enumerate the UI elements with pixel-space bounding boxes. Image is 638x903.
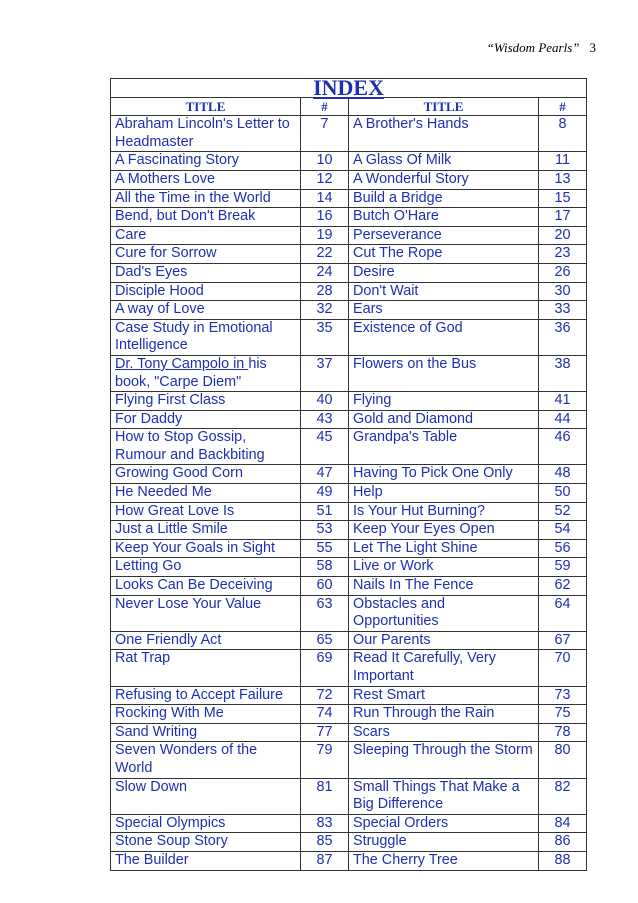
entry-page-left: 22 xyxy=(301,245,349,264)
entry-title-right: Help xyxy=(349,484,539,503)
index-heading-row xyxy=(111,79,587,98)
entry-title-left: A Fascinating Story xyxy=(111,152,301,171)
table-row xyxy=(111,116,587,152)
entry-page-right: 82 xyxy=(539,778,587,814)
table-row xyxy=(111,833,587,852)
entry-title-left: Bend, but Don't Break xyxy=(111,208,301,227)
entry-page-left: 16 xyxy=(301,208,349,227)
entry-title-right: Having To Pick One Only xyxy=(349,465,539,484)
table-row xyxy=(111,170,587,189)
table-row xyxy=(111,355,587,391)
table-row xyxy=(111,226,587,245)
entry-page-right: 54 xyxy=(539,521,587,540)
entry-title-left: For Daddy xyxy=(111,410,301,429)
col-title-right: TITLE xyxy=(349,97,539,116)
entry-title-right: Cut The Rope xyxy=(349,245,539,264)
entry-title-left-rest: his book, "Carpe Diem" xyxy=(115,355,267,390)
entry-title-right: Flowers on the Bus xyxy=(349,355,539,391)
table-row xyxy=(111,301,587,320)
entry-title-left: Slow Down xyxy=(111,778,301,814)
entry-page-left: 53 xyxy=(301,521,349,540)
entry-title-left: Disciple Hood xyxy=(111,282,301,301)
table-row xyxy=(111,705,587,724)
table-row xyxy=(111,814,587,833)
entry-page-right: 59 xyxy=(539,558,587,577)
entry-page-left: 19 xyxy=(301,226,349,245)
entry-page-left: 40 xyxy=(301,392,349,411)
entry-title-right: Grandpa's Table xyxy=(349,429,539,465)
entry-title-right: A Brother's Hands xyxy=(349,116,539,152)
entry-page-left: 32 xyxy=(301,301,349,320)
entry-page-left: 60 xyxy=(301,577,349,596)
entry-page-left: 43 xyxy=(301,410,349,429)
col-title-left: TITLE xyxy=(111,97,301,116)
table-row xyxy=(111,595,587,631)
entry-page-right: 30 xyxy=(539,282,587,301)
entry-title-left: All the Time in the World xyxy=(111,189,301,208)
book-title: “Wisdom Pearls” xyxy=(486,40,580,55)
entry-page-right: 88 xyxy=(539,851,587,870)
table-row xyxy=(111,558,587,577)
table-row xyxy=(111,245,587,264)
entry-title-left-underlined: Dr. Tony Campolo in xyxy=(115,355,249,372)
table-row xyxy=(111,282,587,301)
entry-page-right: 20 xyxy=(539,226,587,245)
entry-page-left: 81 xyxy=(301,778,349,814)
entry-title-right: A Wonderful Story xyxy=(349,170,539,189)
entry-page-left: 35 xyxy=(301,319,349,355)
entry-title-left: Growing Good Corn xyxy=(111,465,301,484)
entry-title-right: Build a Bridge xyxy=(349,189,539,208)
entry-title-left: Refusing to Accept Failure xyxy=(111,686,301,705)
table-row xyxy=(111,577,587,596)
entry-page-left: 45 xyxy=(301,429,349,465)
entry-page-right: 56 xyxy=(539,539,587,558)
entry-page-right: 64 xyxy=(539,595,587,631)
entry-page-right: 13 xyxy=(539,170,587,189)
entry-title-right: Read It Carefully, Very Important xyxy=(349,650,539,686)
entry-title-left: How Great Love Is xyxy=(111,502,301,521)
table-row xyxy=(111,410,587,429)
entry-page-left: 87 xyxy=(301,851,349,870)
table-row xyxy=(111,319,587,355)
entry-page-right: 26 xyxy=(539,263,587,282)
entry-page-right: 44 xyxy=(539,410,587,429)
entry-title-left: Sand Writing xyxy=(111,723,301,742)
entry-page-right: 67 xyxy=(539,631,587,650)
entry-title-left: Stone Soup Story xyxy=(111,833,301,852)
entry-page-left: 69 xyxy=(301,650,349,686)
entry-title-right: A Glass Of Milk xyxy=(349,152,539,171)
entry-title-right: Keep Your Eyes Open xyxy=(349,521,539,540)
entry-title-left: Dad's Eyes xyxy=(111,263,301,282)
entry-title-left: A way of Love xyxy=(111,301,301,320)
entry-page-left: 51 xyxy=(301,502,349,521)
entry-page-right: 80 xyxy=(539,742,587,778)
entry-page-right: 36 xyxy=(539,319,587,355)
table-row xyxy=(111,723,587,742)
entry-page-left: 37 xyxy=(301,355,349,391)
entry-title-right: Desire xyxy=(349,263,539,282)
entry-title-left: Seven Wonders of the World xyxy=(111,742,301,778)
entry-page-right: 33 xyxy=(539,301,587,320)
entry-page-right: 41 xyxy=(539,392,587,411)
entry-title-right: Special Orders xyxy=(349,814,539,833)
entry-title-right: Let The Light Shine xyxy=(349,539,539,558)
entry-page-right: 52 xyxy=(539,502,587,521)
entry-page-right: 75 xyxy=(539,705,587,724)
entry-title-right: Nails In The Fence xyxy=(349,577,539,596)
entry-page-left: 79 xyxy=(301,742,349,778)
entry-title-right: Existence of God xyxy=(349,319,539,355)
entry-title-right: Run Through the Rain xyxy=(349,705,539,724)
entry-title-right: Our Parents xyxy=(349,631,539,650)
entry-title-right: Rest Smart xyxy=(349,686,539,705)
entry-page-left: 14 xyxy=(301,189,349,208)
table-row xyxy=(111,778,587,814)
entry-title-right: Flying xyxy=(349,392,539,411)
entry-page-left: 28 xyxy=(301,282,349,301)
entry-title-left: He Needed Me xyxy=(111,484,301,503)
table-row xyxy=(111,465,587,484)
index-table xyxy=(110,75,587,871)
table-row xyxy=(111,502,587,521)
col-num-left: # xyxy=(301,97,349,116)
entry-page-left: 72 xyxy=(301,686,349,705)
entry-title-left: A Mothers Love xyxy=(111,170,301,189)
entry-title-left: Care xyxy=(111,226,301,245)
entry-title-left: Rocking With Me xyxy=(111,705,301,724)
entry-title-right: Ears xyxy=(349,301,539,320)
entry-page-right: 23 xyxy=(539,245,587,264)
entry-title-left: Rat Trap xyxy=(111,650,301,686)
entry-title-left: The Builder xyxy=(111,851,301,870)
entry-title-left: Special Olympics xyxy=(111,814,301,833)
entry-page-right: 11 xyxy=(539,152,587,171)
entry-page-right: 62 xyxy=(539,577,587,596)
table-row xyxy=(111,429,587,465)
entry-title-left: Never Lose Your Value xyxy=(111,595,301,631)
entry-page-right: 73 xyxy=(539,686,587,705)
entry-page-right: 8 xyxy=(539,116,587,152)
entry-title-right: Struggle xyxy=(349,833,539,852)
entry-page-right: 15 xyxy=(539,189,587,208)
entry-page-left: 12 xyxy=(301,170,349,189)
entry-page-left: 74 xyxy=(301,705,349,724)
table-row xyxy=(111,539,587,558)
entry-title-left: Cure for Sorrow xyxy=(111,245,301,264)
entry-page-left: 7 xyxy=(301,116,349,152)
entry-title-left: Abraham Lincoln's Letter to Headmaster xyxy=(111,116,301,152)
entry-page-left: 65 xyxy=(301,631,349,650)
entry-page-right: 70 xyxy=(539,650,587,686)
entry-title-right: Perseverance xyxy=(349,226,539,245)
entry-title-right: The Cherry Tree xyxy=(349,851,539,870)
entry-page-right: 78 xyxy=(539,723,587,742)
table-row xyxy=(111,189,587,208)
table-row xyxy=(111,392,587,411)
table-row xyxy=(111,263,587,282)
entry-title-left: Just a Little Smile xyxy=(111,521,301,540)
table-row xyxy=(111,686,587,705)
entry-page-left: 58 xyxy=(301,558,349,577)
page-header xyxy=(487,40,596,56)
entry-title-right: Obstacles and Opportunities xyxy=(349,595,539,631)
entry-page-left: 24 xyxy=(301,263,349,282)
table-row xyxy=(111,650,587,686)
entry-page-left: 47 xyxy=(301,465,349,484)
table-row xyxy=(111,208,587,227)
entry-title-left: Case Study in Emotional Intelligence xyxy=(111,319,301,355)
entry-title-right: Don't Wait xyxy=(349,282,539,301)
index-heading: INDEX xyxy=(111,79,587,98)
entry-title-right: Gold and Diamond xyxy=(349,410,539,429)
entry-title-left: Flying First Class xyxy=(111,392,301,411)
entry-title-left: Keep Your Goals in Sight xyxy=(111,539,301,558)
entry-page-left: 83 xyxy=(301,814,349,833)
entry-page-right: 48 xyxy=(539,465,587,484)
entry-page-right: 17 xyxy=(539,208,587,227)
entry-title-left: How to Stop Gossip, Rumour and Backbiting xyxy=(111,429,301,465)
entry-title-right: Butch O'Hare xyxy=(349,208,539,227)
table-row xyxy=(111,851,587,870)
entry-title-right: Live or Work xyxy=(349,558,539,577)
entry-page-left: 63 xyxy=(301,595,349,631)
entry-title-right: Sleeping Through the Storm xyxy=(349,742,539,778)
col-num-right: # xyxy=(539,97,587,116)
entry-page-right: 84 xyxy=(539,814,587,833)
entry-page-left: 49 xyxy=(301,484,349,503)
entry-title-left: One Friendly Act xyxy=(111,631,301,650)
table-row xyxy=(111,521,587,540)
entry-title-right: Scars xyxy=(349,723,539,742)
entry-title-right: Is Your Hut Burning? xyxy=(349,502,539,521)
page-number: 3 xyxy=(589,40,596,55)
entry-page-left: 10 xyxy=(301,152,349,171)
entry-page-left: 77 xyxy=(301,723,349,742)
entry-title-left xyxy=(111,355,301,391)
entry-title-right: Small Things That Make a Big Difference xyxy=(349,778,539,814)
entry-page-left: 55 xyxy=(301,539,349,558)
table-row xyxy=(111,152,587,171)
table-row xyxy=(111,631,587,650)
entry-page-right: 38 xyxy=(539,355,587,391)
entry-title-left: Letting Go xyxy=(111,558,301,577)
entry-title-left: Looks Can Be Deceiving xyxy=(111,577,301,596)
entry-page-right: 86 xyxy=(539,833,587,852)
table-row xyxy=(111,484,587,503)
entry-page-right: 50 xyxy=(539,484,587,503)
entry-page-left: 85 xyxy=(301,833,349,852)
table-row xyxy=(111,742,587,778)
entry-page-right: 46 xyxy=(539,429,587,465)
